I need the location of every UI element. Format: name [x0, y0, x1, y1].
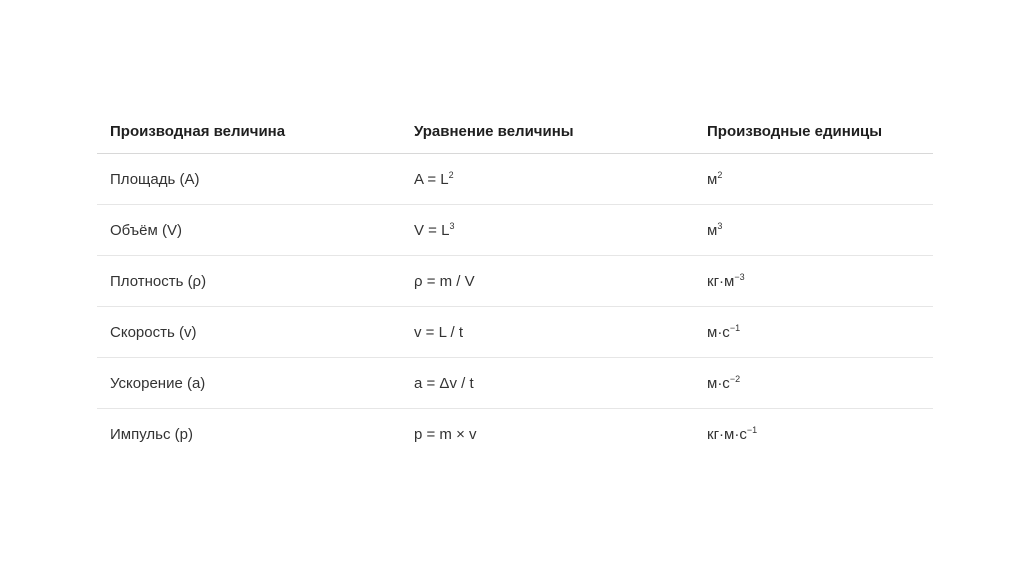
derived-units-table: [97, 110, 933, 460]
equation-text: A = L: [414, 170, 449, 188]
table-row: [97, 307, 933, 358]
unit-cell: [707, 426, 933, 443]
unit-exponent: 2: [717, 169, 723, 180]
unit-text: кг·м·с: [707, 426, 747, 443]
equation-cell: [414, 171, 707, 188]
equation-text: v = L / t: [414, 323, 464, 341]
equation-text: V = L: [414, 221, 450, 239]
unit-text: м·с: [707, 374, 730, 392]
equation-cell: [414, 324, 707, 341]
equation-cell: [414, 273, 707, 290]
unit-exponent: −1: [746, 425, 758, 435]
table-row: [97, 358, 933, 409]
equation-cell: [414, 222, 707, 239]
unit-text: м·с: [707, 323, 730, 341]
table-row: [97, 256, 933, 307]
equation-exponent: 3: [449, 220, 455, 231]
unit-exponent: −1: [729, 322, 741, 333]
equation-text: a = Δv / t: [414, 374, 474, 392]
unit-text: кг·м: [707, 272, 735, 290]
unit-exponent: −3: [734, 271, 745, 282]
unit-exponent: −2: [729, 373, 741, 384]
unit-cell: [707, 222, 933, 239]
table-row: [97, 154, 933, 205]
unit-exponent: 3: [717, 220, 723, 231]
quantity-cell: Импульс (p): [110, 426, 193, 443]
quantity-cell: Плотность (ρ): [110, 272, 207, 290]
equation-text: ρ = m / V: [414, 272, 475, 290]
unit-cell: [707, 273, 933, 290]
equation-text: p = m × v: [414, 426, 477, 443]
table-row: [97, 205, 933, 256]
unit-cell: [707, 375, 933, 392]
quantity-cell: Скорость (v): [110, 323, 197, 341]
quantity-cell: Объём (V): [110, 221, 182, 239]
header-derived-units: Производные единицы: [707, 123, 883, 140]
unit-cell: [707, 324, 933, 341]
unit-text: м: [707, 221, 718, 239]
equation-cell: [414, 375, 707, 392]
table-row: [97, 409, 933, 460]
header-quantity-equation: Уравнение величины: [414, 123, 574, 140]
quantity-cell: Ускорение (a): [110, 374, 206, 392]
quantity-cell: Площадь (A): [110, 170, 200, 188]
equation-exponent: 2: [448, 169, 454, 180]
equation-cell: [414, 426, 707, 443]
unit-cell: [707, 171, 933, 188]
header-derived-quantity: Производная величина: [110, 123, 286, 140]
table-header-row: [97, 110, 933, 154]
unit-text: м: [707, 170, 718, 188]
